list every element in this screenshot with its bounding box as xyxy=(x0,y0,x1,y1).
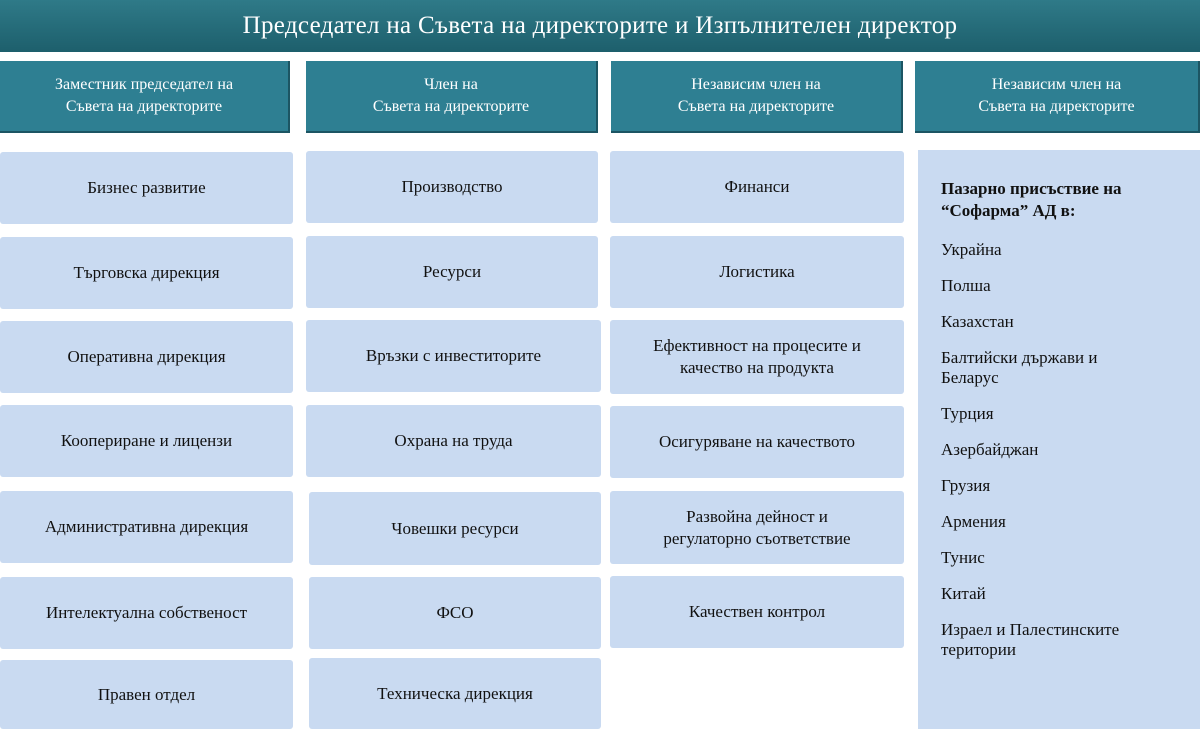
country-item: Армения xyxy=(941,512,1006,531)
market-presence-title: Пазарно присъствие на “Софарма” АД в: xyxy=(941,179,1122,220)
org-box-logistics: Логистика xyxy=(610,236,904,308)
market-presence-panel xyxy=(918,150,1200,729)
country-item: Украйна xyxy=(941,240,1002,259)
column-header-deputy-chair: Заместник председател на Съвета на директорите xyxy=(0,61,290,133)
country-item: Тунис xyxy=(941,548,985,567)
chairman-title: Председател на Съвета на директорите и Изпълнителен директор xyxy=(242,12,958,39)
org-box-human-resources: Човешки ресурси xyxy=(309,492,601,565)
org-box-finance: Финанси xyxy=(610,151,904,223)
org-box-business-development: Бизнес развитие xyxy=(0,152,293,224)
country-item: Азербайджан xyxy=(941,440,1039,459)
country-item: Грузия xyxy=(941,476,991,495)
org-box-operational-directorate: Оперативна дирекция xyxy=(0,321,293,393)
column-header-board-member: Член на Съвета на директорите xyxy=(306,61,598,133)
org-box-intellectual-property: Интелектуална собственост xyxy=(0,577,293,649)
org-box-investor-relations: Връзки с инвеститорите xyxy=(306,320,601,392)
org-box-labour-safety: Охрана на труда xyxy=(306,405,601,477)
org-box-production: Производство xyxy=(306,151,598,223)
org-box-administrative-directorate: Административна дирекция xyxy=(0,491,293,563)
country-item: Израел и Палестинските територии xyxy=(941,620,1120,659)
column-header-independent-member-2: Независим член на Съвета на директорите xyxy=(915,61,1200,133)
org-box-commercial-directorate: Търговска дирекция xyxy=(0,237,293,309)
org-box-quality-control: Качествен контрол xyxy=(610,576,904,648)
org-box-technical-directorate: Техническа дирекция xyxy=(309,658,601,729)
country-item: Казахстан xyxy=(941,312,1014,331)
org-box-rnd-regulatory: Развойна дейност и регулаторно съответствие xyxy=(610,491,904,564)
country-item: Балтийски държави и Беларус xyxy=(941,348,1098,387)
org-box-fso: ФСО xyxy=(309,577,601,649)
column-header-independent-member-1: Независим член на Съвета на директорите xyxy=(611,61,903,133)
org-box-process-efficiency: Ефективност на процесите и качество на продукта xyxy=(610,320,904,394)
org-box-resources: Ресурси xyxy=(306,236,598,308)
country-item: Полша xyxy=(941,276,991,295)
org-box-cooperation-licenses: Коопериране и лицензи xyxy=(0,405,293,477)
chairman-title-bar xyxy=(0,0,1200,52)
country-item: Китай xyxy=(941,584,986,603)
country-list xyxy=(941,240,1180,660)
country-item: Турция xyxy=(941,404,994,423)
org-box-legal-department: Правен отдел xyxy=(0,660,293,729)
org-box-quality-assurance: Осигуряване на качеството xyxy=(610,406,904,478)
